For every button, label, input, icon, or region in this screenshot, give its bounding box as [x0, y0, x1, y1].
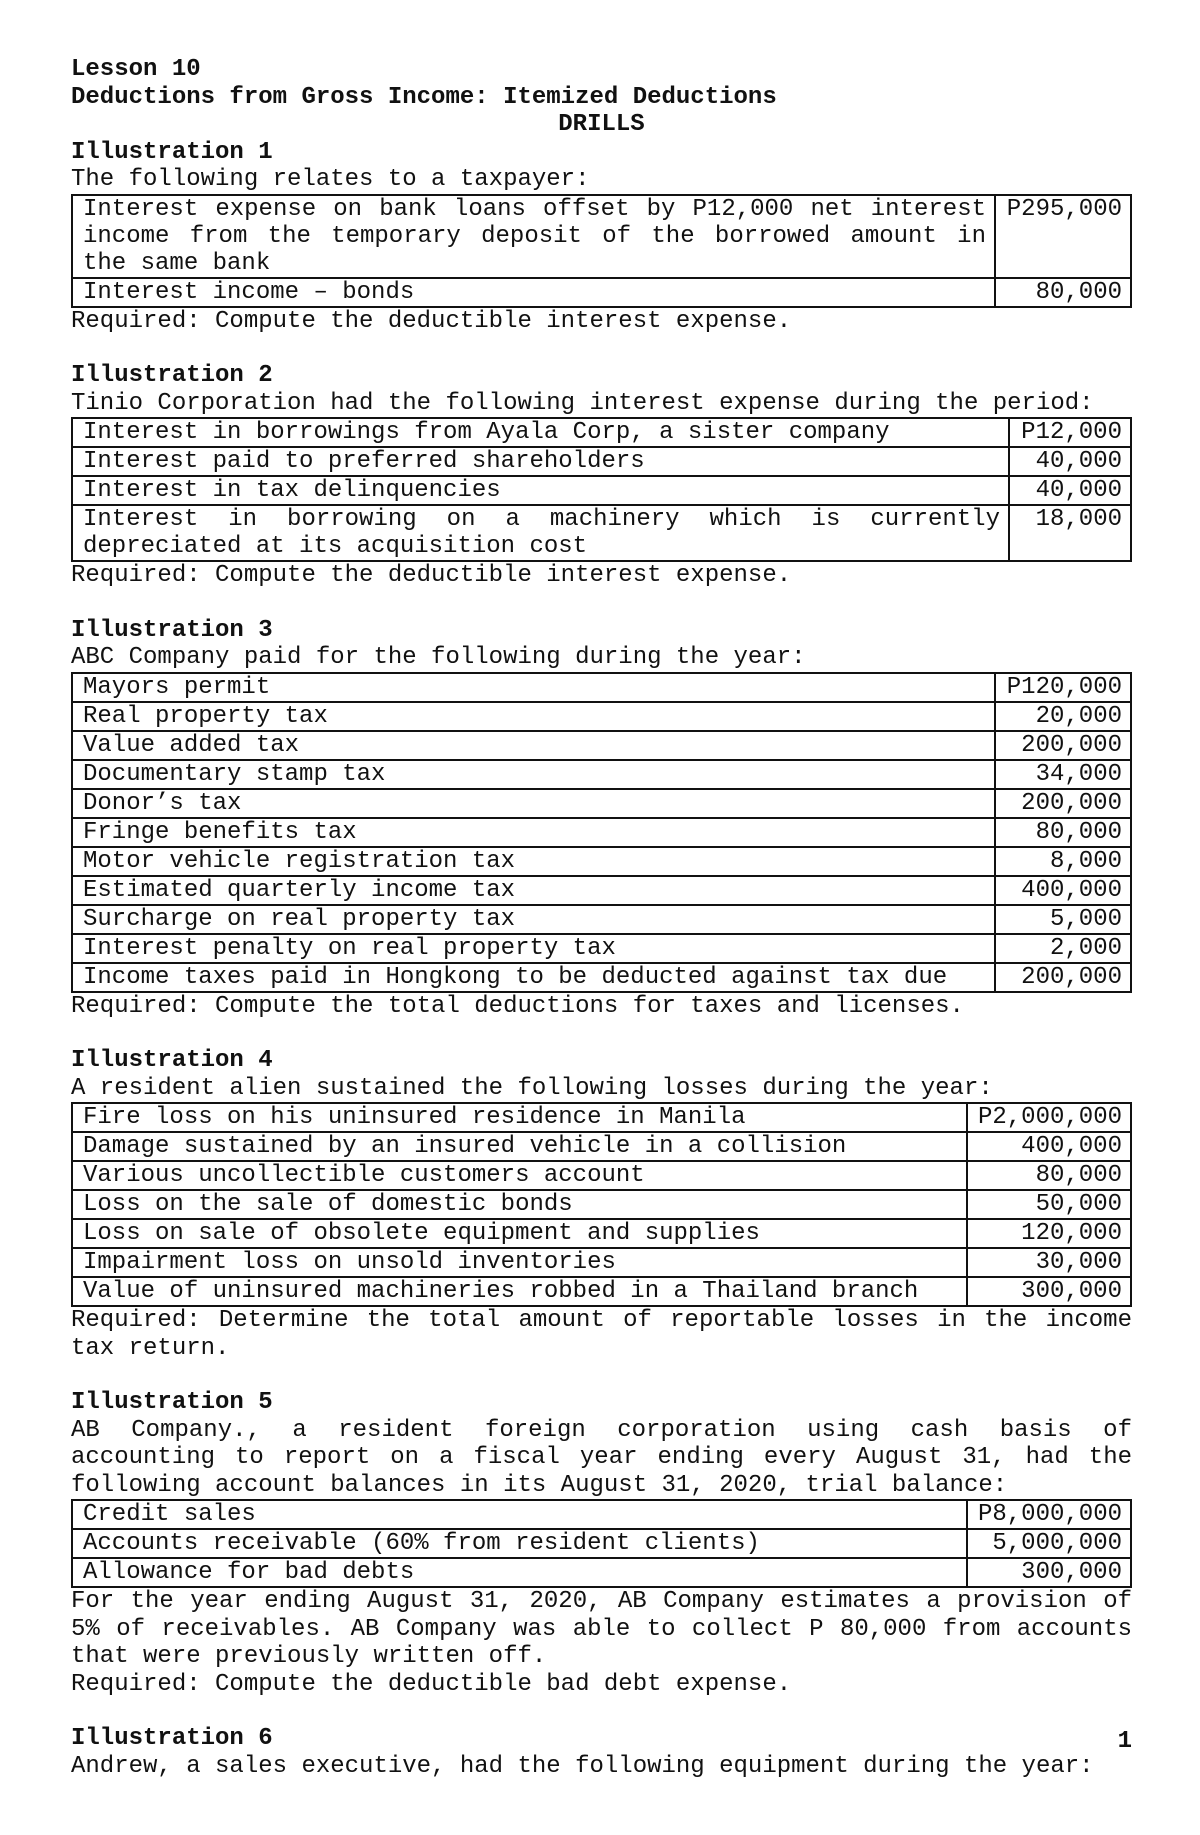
table-row: [72, 731, 1131, 760]
amount-cell: 80,000: [995, 278, 1131, 307]
table-row: [72, 1219, 1131, 1248]
item-cell: Damage sustained by an insured vehicle in a collision: [72, 1132, 967, 1161]
illustration-table: [71, 194, 1132, 308]
table-row: [72, 905, 1131, 934]
illustration-heading: Illustration 4: [71, 1047, 273, 1074]
item-cell: Allowance for bad debts: [72, 1558, 967, 1587]
illustration-intro: Andrew, a sales executive, had the following equipment during the year:: [71, 1752, 1094, 1780]
drills-heading: DRILLS: [558, 111, 645, 138]
amount-cell: 120,000: [967, 1219, 1131, 1248]
page-number: 1: [1117, 1728, 1132, 1755]
amount-cell: 80,000: [967, 1161, 1131, 1190]
amount-cell: 5,000: [995, 905, 1131, 934]
illustration-table: [71, 417, 1132, 562]
illustration-2: [71, 362, 1132, 590]
required-text: Required: Compute the deductible interest expense.: [71, 307, 792, 335]
table-row: [72, 1161, 1131, 1190]
item-cell: Interest in borrowings from Ayala Corp, a sister company: [72, 418, 1009, 447]
table-row: [72, 278, 1131, 307]
table-row: [72, 847, 1131, 876]
item-cell: Income taxes paid in Hongkong to be deducted against tax due: [72, 963, 995, 992]
amount-cell: 400,000: [995, 876, 1131, 905]
document-page: [71, 56, 1132, 1780]
table-row: [72, 1248, 1131, 1277]
amount-cell: P2,000,000: [967, 1103, 1131, 1132]
item-cell: Interest expense on bank loans offset by P12,000 net interest income from the temporary deposit of the borrowed amount in the same bank: [72, 195, 995, 278]
item-cell: Value added tax: [72, 731, 995, 760]
illustration-heading: Illustration 6: [71, 1725, 273, 1752]
illustration-6: [71, 1725, 1132, 1780]
amount-cell: 200,000: [995, 963, 1131, 992]
amount-cell: 200,000: [995, 731, 1131, 760]
amount-cell: P120,000: [995, 673, 1131, 702]
amount-cell: 34,000: [995, 760, 1131, 789]
illustration-heading: Illustration 5: [71, 1389, 273, 1416]
table-row: [72, 447, 1131, 476]
table-row: [72, 1500, 1131, 1529]
illustration-heading: Illustration 2: [71, 362, 273, 389]
required-text: Required: Compute the deductible interest expense.: [71, 562, 792, 589]
required-text: Required: Compute the total deductions for taxes and licenses.: [71, 992, 964, 1020]
item-cell: Donor’s tax: [72, 789, 995, 818]
table-row: [72, 1103, 1131, 1132]
table-row: [72, 934, 1131, 963]
illustration-1: [71, 139, 1132, 336]
illustration-heading: Illustration 1: [71, 138, 273, 166]
amount-cell: 400,000: [967, 1132, 1131, 1161]
item-cell: Credit sales: [72, 1500, 967, 1529]
amount-cell: 40,000: [1009, 447, 1131, 476]
item-cell: Impairment loss on unsold inventories: [72, 1248, 967, 1277]
amount-cell: 30,000: [967, 1248, 1131, 1277]
illustration-4: [71, 1047, 1132, 1362]
item-cell: Loss on the sale of domestic bonds: [72, 1190, 967, 1219]
item-cell: Fire loss on his uninsured residence in Manila: [72, 1103, 967, 1132]
amount-cell: 300,000: [967, 1558, 1131, 1587]
illustration-intro: ABC Company paid for the following during the year:: [71, 644, 806, 671]
amount-cell: P12,000: [1009, 418, 1131, 447]
item-cell: Motor vehicle registration tax: [72, 847, 995, 876]
item-cell: Interest penalty on real property tax: [72, 934, 995, 963]
illustration-intro: AB Company., a resident foreign corporation using cash basis of accounting to report on a fiscal year ending every August 31, had the following account balances in its August 31, 2020, trial balance:: [71, 1416, 1132, 1499]
item-cell: Interest income – bonds: [72, 278, 995, 307]
required-text: Required: Determine the total amount of reportable losses in the income tax return.: [71, 1307, 1132, 1362]
item-cell: Accounts receivable (60% from resident clients): [72, 1529, 967, 1558]
amount-cell: P295,000: [995, 195, 1131, 278]
paragraph-text: For the year ending August 31, 2020, AB Company estimates a provision of 5% of receivables. AB Company was able to collect P 80,000 from accounts that were previously written off.: [71, 1588, 1132, 1670]
item-cell: Interest paid to preferred shareholders: [72, 447, 1009, 476]
lesson-number: Lesson 10: [71, 56, 201, 83]
item-cell: Interest in tax delinquencies: [72, 476, 1009, 505]
table-row: [72, 818, 1131, 847]
item-cell: Surcharge on real property tax: [72, 905, 995, 934]
table-row: [72, 1529, 1131, 1558]
required-text: Required: Compute the deductible bad debt expense.: [71, 1670, 792, 1698]
item-cell: Estimated quarterly income tax: [72, 876, 995, 905]
illustration-5: [71, 1389, 1132, 1698]
table-row: [72, 760, 1131, 789]
table-row: [72, 876, 1131, 905]
item-cell: Fringe benefits tax: [72, 818, 995, 847]
illustration-table: [71, 672, 1132, 993]
illustration-intro: Tinio Corporation had the following interest expense during the period:: [71, 389, 1094, 417]
table-row: [72, 1558, 1131, 1587]
item-cell: Value of uninsured machineries robbed in a Thailand branch: [72, 1277, 967, 1306]
table-row: [72, 789, 1131, 818]
table-row: [72, 1132, 1131, 1161]
table-row: [72, 1277, 1131, 1306]
amount-cell: 200,000: [995, 789, 1131, 818]
amount-cell: 18,000: [1009, 505, 1131, 561]
amount-cell: P8,000,000: [967, 1500, 1131, 1529]
illustration-3: [71, 617, 1132, 1021]
illustration-intro: A resident alien sustained the following losses during the year:: [71, 1074, 993, 1102]
lesson-title: Deductions from Gross Income: Itemized Deductions: [71, 83, 777, 111]
item-cell: Various uncollectible customers account: [72, 1161, 967, 1190]
illustration-heading: Illustration 3: [71, 616, 273, 644]
item-cell: Loss on sale of obsolete equipment and supplies: [72, 1219, 967, 1248]
table-row: [72, 673, 1131, 702]
amount-cell: 40,000: [1009, 476, 1131, 505]
illustration-table: [71, 1499, 1132, 1588]
table-row: [72, 418, 1131, 447]
amount-cell: 8,000: [995, 847, 1131, 876]
amount-cell: 80,000: [995, 818, 1131, 847]
table-row: [72, 963, 1131, 992]
illustration-table: [71, 1102, 1132, 1307]
amount-cell: 300,000: [967, 1277, 1131, 1306]
illustration-intro: The following relates to a taxpayer:: [71, 166, 590, 193]
table-row: [72, 195, 1131, 278]
amount-cell: 2,000: [995, 934, 1131, 963]
table-row: [72, 702, 1131, 731]
amount-cell: 50,000: [967, 1190, 1131, 1219]
amount-cell: 5,000,000: [967, 1529, 1131, 1558]
item-cell: Mayors permit: [72, 673, 995, 702]
table-row: [72, 476, 1131, 505]
table-row: [72, 1190, 1131, 1219]
item-cell: Interest in borrowing on a machinery which is currently depreciated at its acquisition cost: [72, 505, 1009, 561]
amount-cell: 20,000: [995, 702, 1131, 731]
item-cell: Documentary stamp tax: [72, 760, 995, 789]
item-cell: Real property tax: [72, 702, 995, 731]
table-row: [72, 505, 1131, 561]
